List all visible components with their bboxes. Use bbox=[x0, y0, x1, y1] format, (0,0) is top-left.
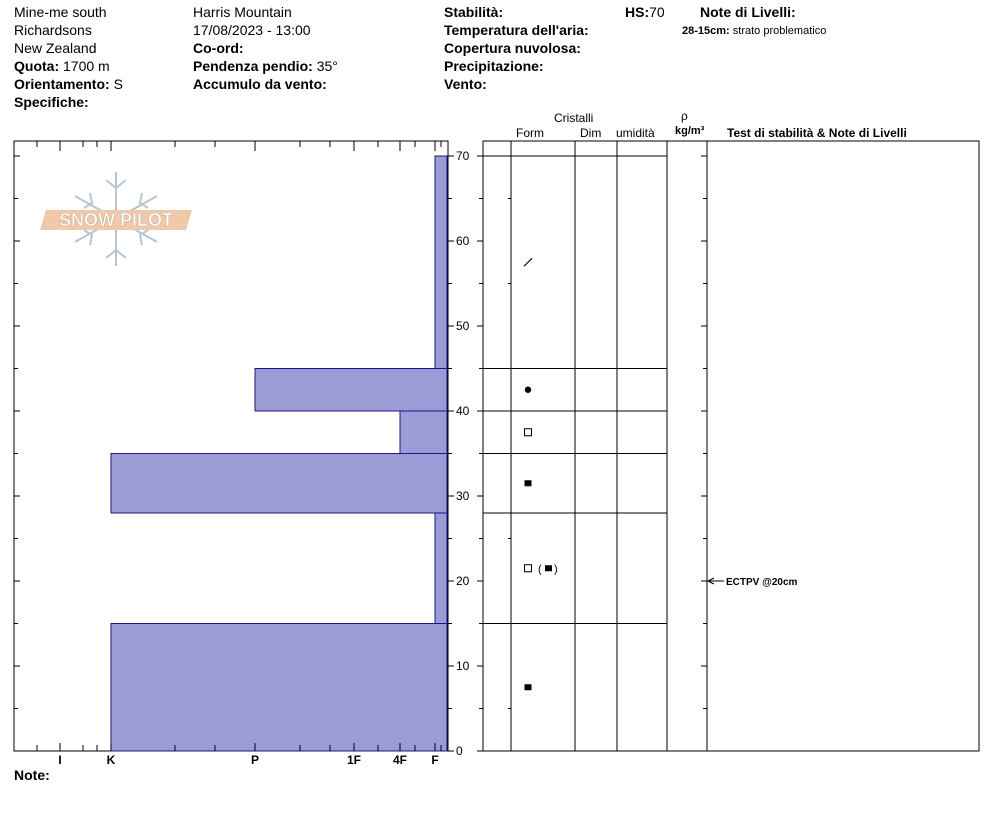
stability-test-markers bbox=[708, 577, 798, 588]
crystal-table-frame bbox=[483, 141, 979, 751]
aspect-label: Orientamento: bbox=[14, 76, 110, 92]
grain-symbol-4 bbox=[525, 563, 558, 575]
svg-text:): ) bbox=[554, 563, 558, 576]
height-label-60: 60 bbox=[456, 234, 470, 248]
elevation-value: 1700 m bbox=[63, 58, 110, 74]
stability-test-label-0: ECTPV @20cm bbox=[726, 577, 798, 588]
grain-symbol-1 bbox=[525, 387, 531, 393]
hardness-bar-1 bbox=[255, 369, 447, 412]
area-name: Richardsons bbox=[14, 22, 92, 38]
form-header: Form bbox=[516, 126, 544, 140]
elevation-label: Quota: bbox=[14, 58, 60, 74]
grain-symbol-2 bbox=[525, 429, 532, 436]
aspect-value: S bbox=[113, 76, 123, 92]
height-label-20: 20 bbox=[456, 574, 470, 588]
layer-notes-label: Note di Livelli: bbox=[700, 4, 796, 20]
height-axis-labels bbox=[456, 149, 470, 758]
air-temp-label: Temperatura dell'aria: bbox=[444, 22, 589, 38]
height-label-50: 50 bbox=[456, 319, 470, 333]
layer-note-text: strato problematico bbox=[732, 25, 827, 37]
height-label-70: 70 bbox=[456, 149, 470, 163]
dim-header: Dim bbox=[580, 126, 602, 140]
grain-symbol-0 bbox=[524, 258, 532, 266]
country-name: New Zealand bbox=[14, 40, 97, 56]
observation-datetime: 17/08/2023 - 13:00 bbox=[193, 22, 311, 38]
crystals-header: Cristalli bbox=[554, 111, 594, 125]
hardness-bar-2 bbox=[400, 411, 447, 454]
hs-value: 70 bbox=[649, 4, 665, 20]
density-unit-header: kg/m³ bbox=[675, 125, 705, 137]
stability-tests-header: Test di stabilità & Note di Livelli bbox=[727, 126, 907, 140]
height-label-0: 0 bbox=[456, 744, 463, 758]
grain-symbol-3 bbox=[525, 480, 532, 486]
layer-note-range: 28-15cm: bbox=[682, 25, 730, 37]
hardness-bar-3 bbox=[111, 454, 447, 514]
svg-text:(: ( bbox=[538, 563, 542, 576]
hardness-bars bbox=[111, 156, 447, 751]
wind-loading-label: Accumulo da vento: bbox=[193, 76, 327, 92]
hardness-label-F: F bbox=[431, 753, 439, 767]
location-name: Mine-me south bbox=[14, 4, 107, 20]
hardness-bar-4 bbox=[435, 513, 447, 624]
hs-label: HS: bbox=[625, 4, 650, 20]
specifics-label: Specifiche: bbox=[14, 94, 89, 110]
hardness-bar-0 bbox=[435, 156, 447, 369]
hardness-label-I: I bbox=[58, 753, 62, 767]
grain-symbol-5 bbox=[525, 684, 532, 690]
cloud-cover-label: Copertura nuvolosa: bbox=[444, 40, 581, 56]
notes-label: Note: bbox=[14, 767, 50, 783]
slope-value: 35° bbox=[316, 58, 338, 74]
wind-label: Vento: bbox=[444, 76, 487, 92]
stability-label: Stabilità: bbox=[444, 4, 504, 20]
grain-form-symbols bbox=[524, 258, 558, 690]
stability-test-0 bbox=[708, 577, 798, 588]
snowpilot-logo bbox=[40, 172, 192, 266]
hardness-bar-5 bbox=[111, 624, 447, 752]
logo-text: SNOW PILOT bbox=[59, 210, 173, 230]
slope-label: Pendenza pendio: bbox=[193, 58, 313, 74]
hardness-label-K: K bbox=[106, 753, 116, 767]
hardness-label-1F: 1F bbox=[346, 753, 362, 767]
moisture-header: umidità bbox=[616, 126, 655, 140]
height-label-30: 30 bbox=[456, 489, 470, 503]
hardness-label-P: P bbox=[250, 753, 260, 767]
hardness-label-4F: 4F bbox=[392, 753, 408, 767]
coord-label: Co-ord: bbox=[193, 40, 244, 56]
rho-header: ρ bbox=[681, 109, 688, 123]
precipitation-label: Precipitazione: bbox=[444, 58, 544, 74]
height-label-40: 40 bbox=[456, 404, 470, 418]
height-label-10: 10 bbox=[456, 659, 470, 673]
mountain-name: Harris Mountain bbox=[193, 4, 292, 20]
